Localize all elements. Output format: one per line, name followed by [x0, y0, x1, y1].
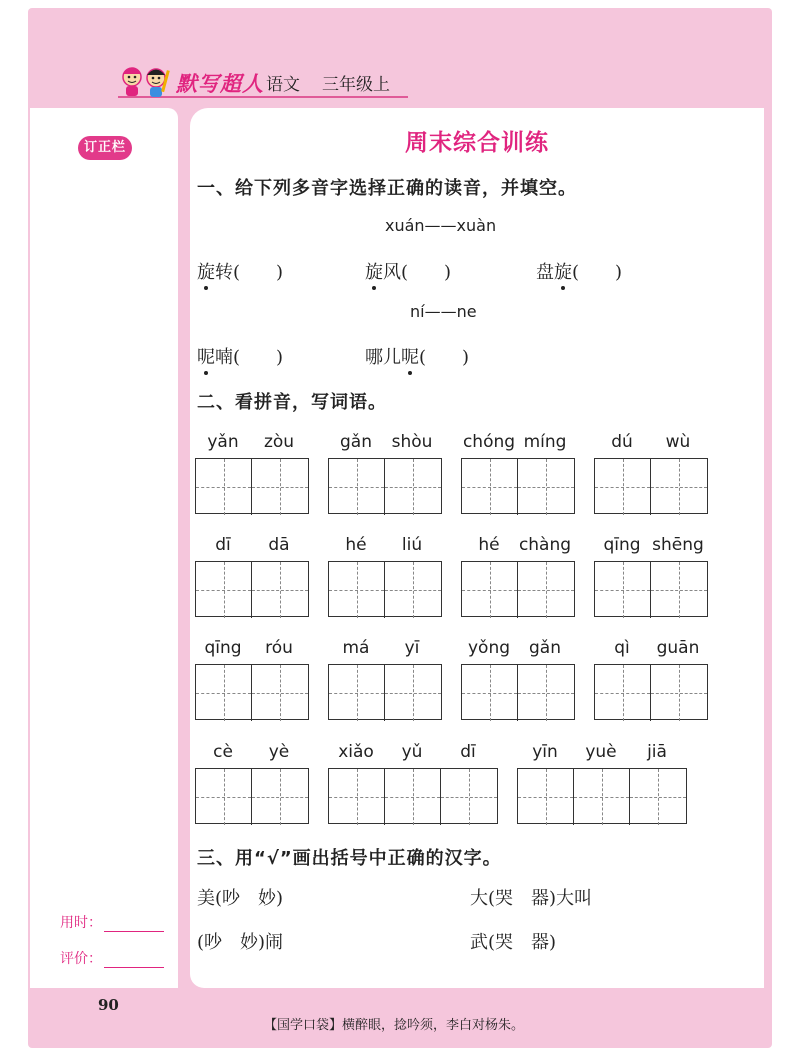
writing-box[interactable] — [518, 769, 574, 825]
grade-label: 三年级上 — [322, 75, 390, 95]
pinyin-syllable: liú — [401, 535, 423, 555]
pinyin-syllable: guān — [656, 638, 700, 658]
dotted-char: 呢 — [197, 343, 215, 369]
pinyin-syllable: dā — [268, 535, 290, 555]
pinyin-syllable: yè — [268, 742, 290, 762]
score-field — [60, 948, 164, 968]
pinyin-syllable: má — [342, 638, 370, 658]
time-label: 用时： — [60, 915, 102, 931]
writing-box[interactable] — [462, 665, 518, 721]
choice-item-1[interactable]: 美(吵 妙) — [197, 888, 284, 909]
pinyin-syllable: yī — [404, 638, 420, 658]
mascot-logo-icon — [118, 62, 174, 98]
writing-box[interactable] — [651, 459, 707, 515]
choice-item-3[interactable]: (吵 妙)闹 — [197, 932, 284, 953]
question-xuan-3: 盘旋( ) — [536, 258, 622, 284]
question-ne-2: 哪儿呢( ) — [365, 343, 469, 369]
writing-box[interactable] — [518, 459, 574, 515]
pinyin-syllable: hé — [345, 535, 367, 555]
correction-badge: 订正栏 — [78, 136, 132, 160]
question-xuan-2: 旋风( ) — [365, 258, 451, 284]
pinyin-syllable: yǔ — [401, 742, 423, 762]
pinyin-syllable: cè — [213, 742, 233, 762]
writing-box[interactable] — [252, 562, 308, 618]
section-1-heading: 一、给下列多音字选择正确的读音，并填空。 — [197, 178, 577, 199]
score-blank[interactable] — [104, 954, 164, 968]
writing-box[interactable] — [385, 665, 441, 721]
pinyin-syllable: róu — [265, 638, 293, 658]
writing-box[interactable] — [595, 459, 651, 515]
pinyin-syllable: yǒng — [467, 638, 511, 658]
choice-item-4[interactable]: 武(哭 器) — [470, 932, 557, 953]
question-xuan-1: 旋转( ) — [197, 258, 283, 284]
writing-box[interactable] — [196, 769, 252, 825]
score-label: 评价： — [60, 951, 102, 967]
page-number: 90 — [98, 996, 119, 1014]
reading-pair-2: ní——ne — [410, 302, 477, 321]
pinyin-syllable: qīng — [603, 535, 641, 555]
writing-box[interactable] — [651, 562, 707, 618]
header — [118, 62, 408, 98]
writing-box[interactable] — [595, 562, 651, 618]
pinyin-syllable: xiǎo — [338, 742, 374, 762]
pinyin-syllable: jiā — [647, 742, 667, 762]
correction-sidebar — [30, 108, 178, 988]
writing-box[interactable] — [196, 562, 252, 618]
pinyin-syllable: dī — [460, 742, 476, 762]
writing-box[interactable] — [518, 665, 574, 721]
writing-box[interactable] — [574, 769, 630, 825]
writing-box[interactable] — [595, 665, 651, 721]
writing-box[interactable] — [385, 562, 441, 618]
dotted-char: 旋 — [197, 258, 215, 284]
writing-box[interactable] — [196, 665, 252, 721]
reading-pair-1: xuán——xuàn — [385, 216, 497, 235]
pinyin-syllable: qīng — [204, 638, 242, 658]
writing-box[interactable] — [196, 459, 252, 515]
choice-item-2[interactable]: 大(哭 器)大叫 — [470, 888, 593, 909]
pinyin-syllable: dī — [215, 535, 231, 555]
writing-box[interactable] — [518, 562, 574, 618]
pinyin-syllable: yīn — [532, 742, 558, 762]
writing-box[interactable] — [329, 459, 385, 515]
pinyin-syllable: chàng — [518, 535, 572, 555]
dotted-char: 旋 — [554, 258, 572, 284]
pinyin-syllable: shòu — [391, 432, 433, 452]
writing-box[interactable] — [252, 665, 308, 721]
writing-box[interactable] — [329, 665, 385, 721]
writing-box[interactable] — [252, 769, 308, 825]
brand-title: 默写超人 — [176, 72, 264, 96]
time-field — [60, 912, 164, 932]
question-ne-1: 呢喃( ) — [197, 343, 283, 369]
pinyin-syllable: yuè — [585, 742, 617, 762]
pinyin-syllable: chóng — [462, 432, 516, 452]
time-blank[interactable] — [104, 918, 164, 932]
pinyin-syllable: yǎn — [207, 432, 239, 452]
pinyin-syllable: gǎn — [340, 432, 372, 452]
pinyin-syllable: qì — [614, 638, 630, 658]
writing-box[interactable] — [385, 459, 441, 515]
pinyin-syllable: dú — [611, 432, 633, 452]
writing-box[interactable] — [329, 562, 385, 618]
writing-box[interactable] — [651, 665, 707, 721]
pinyin-syllable: míng — [523, 432, 567, 452]
dotted-char: 旋 — [365, 258, 383, 284]
pinyin-syllable: hé — [478, 535, 500, 555]
footer-quote: 【国学口袋】横醉眼，捻吟须，李白对杨朱。 — [264, 1018, 525, 1033]
writing-box[interactable] — [329, 769, 385, 825]
section-3-heading: 三、用“√”画出括号中正确的汉字。 — [197, 848, 502, 869]
writing-box[interactable] — [630, 769, 686, 825]
page-title: 周末综合训练 — [405, 130, 549, 156]
writing-box[interactable] — [462, 562, 518, 618]
pinyin-syllable: gǎn — [529, 638, 561, 658]
pinyin-syllable: shēng — [652, 535, 704, 555]
writing-box[interactable] — [252, 459, 308, 515]
writing-box[interactable] — [385, 769, 441, 825]
subject-label: 语文 — [266, 75, 300, 95]
section-2-heading: 二、看拼音，写词语。 — [197, 392, 387, 413]
writing-box[interactable] — [441, 769, 497, 825]
pinyin-syllable: wù — [665, 432, 691, 452]
pinyin-syllable: zòu — [263, 432, 295, 452]
writing-box[interactable] — [462, 459, 518, 515]
dotted-char: 呢 — [401, 343, 419, 369]
